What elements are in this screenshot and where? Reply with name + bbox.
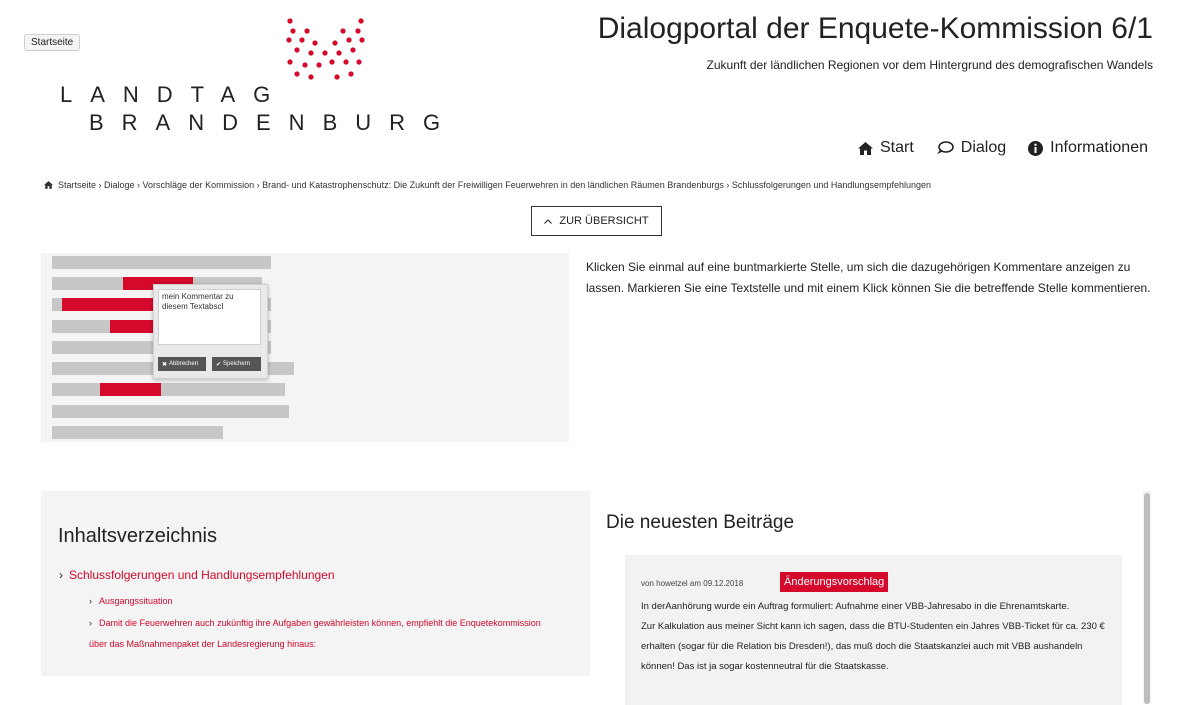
- post-paragraph: In derAanhörung wurde ein Auftrag formuliert: Aufnahme einer VBB-Jahresabo in die Ehrenamtskarte.: [641, 601, 1070, 612]
- logo-line-brandenburg: BRANDENBURG: [89, 110, 459, 135]
- commenting-illustration: [41, 253, 569, 442]
- text-line: [52, 426, 223, 439]
- cancel-button: [158, 357, 206, 371]
- save-button-label: Speichern: [223, 361, 251, 367]
- post-paragraph: Zur Kalkulation aus meiner Sicht kann ich sagen, dass die BTU-Studenten ein Jahres VBB-Ticket für ca. 230 € erhalten (sogar für die Relation bis Dresden!), das muß doch die Staatskanzlei auch mit VBB aushandeln können! Das ist ja sogar kostenneutral für die Staatskasse.: [641, 621, 1105, 672]
- toc-item-sub-label: Damit die Feuerwehren auch zukünftig ihre Aufgaben gewährleisten können, empfiehlt die Enquetekommission über das Maßnahmenpaket der Landesregierung hinaus:: [89, 618, 541, 649]
- home-icon: [858, 142, 873, 155]
- chevron-right-icon: ›: [89, 596, 92, 606]
- site-title: Dialogportal der Enquete-Kommission 6/1: [597, 12, 1153, 45]
- site-subtitle: Zukunft der ländlichen Regionen vor dem Hintergrund des demografischen Wandels: [706, 58, 1153, 72]
- toc-item-main-label: Schlussfolgerungen und Handlungsempfehlungen: [69, 568, 335, 582]
- post-type-badge: Änderungsvorschlag: [780, 572, 888, 592]
- nav-start[interactable]: [858, 139, 914, 157]
- save-button: [212, 357, 261, 371]
- table-of-contents: [41, 491, 590, 676]
- info-icon: [1028, 141, 1043, 156]
- toc-title: Inhaltsverzeichnis: [58, 525, 217, 547]
- logo-line-landtag: LANDTAG: [60, 82, 289, 107]
- breadcrumb: [44, 180, 931, 190]
- post-meta: von howetzel am 09.12.2018: [641, 579, 744, 588]
- close-icon: ✖: [162, 361, 168, 368]
- chevron-right-icon: ›: [59, 568, 63, 582]
- post-card: [625, 555, 1122, 705]
- overview-button[interactable]: [531, 206, 662, 236]
- nav-start-label: Start: [880, 139, 914, 156]
- toc-item-sub[interactable]: [89, 613, 559, 655]
- scrollbar-thumb[interactable]: [1144, 493, 1150, 704]
- comment-icon: [936, 141, 954, 155]
- toc-item-main[interactable]: [59, 568, 335, 582]
- nav-dialog-label: Dialog: [960, 139, 1007, 156]
- latest-posts-title: Die neuesten Beiträge: [606, 512, 795, 533]
- top-navigation: [858, 139, 1148, 157]
- comment-popup: [153, 284, 268, 379]
- chevron-right-icon: ›: [89, 618, 92, 628]
- text-line: [52, 383, 285, 396]
- landtag-logo[interactable]: [60, 18, 459, 135]
- toc-item-sub[interactable]: [89, 591, 173, 612]
- startseite-tooltip: Startseite: [24, 34, 80, 51]
- comment-textarea: mein Kommentar zu diesem Textabscl: [158, 289, 261, 345]
- nav-informationen-label: Informationen: [1050, 139, 1148, 156]
- text-line: [52, 256, 271, 269]
- highlight-mark: [110, 320, 155, 333]
- home-icon: [44, 181, 53, 189]
- scrollbar[interactable]: [1143, 491, 1151, 704]
- breadcrumb-path[interactable]: Startseite › Dialoge › Vorschläge der Kommission › Brand- und Katastrophenschutz: Die Zukunft der Freiwilligen Feuerwehren in den ländlichen Räumen Brandenburgs › Schlussfolgerungen und Handlungsempfehlungen: [58, 180, 931, 190]
- nav-informationen[interactable]: [1028, 139, 1148, 157]
- nav-dialog[interactable]: [936, 139, 1006, 157]
- instructions-text: Klicken Sie einmal auf eine buntmarkierte Stelle, um sich die dazugehörigen Kommentare anzeigen zu lassen. Markieren Sie eine Textstelle und mit einem Klick können Sie die betreffende Stelle kommentieren.: [586, 260, 1151, 295]
- highlight-mark: [62, 298, 157, 311]
- logo-dots-icon: [285, 18, 365, 88]
- check-icon: ✔: [216, 361, 222, 368]
- text-line: [52, 405, 289, 418]
- chevron-up-icon: [544, 219, 552, 224]
- post-body: [641, 597, 1111, 677]
- toc-item-sub-label: Ausgangssituation: [99, 596, 173, 606]
- overview-button-label: ZUR ÜBERSICHT: [559, 215, 649, 227]
- highlight-mark: [100, 383, 161, 396]
- cancel-button-label: Abbrechen: [169, 361, 199, 367]
